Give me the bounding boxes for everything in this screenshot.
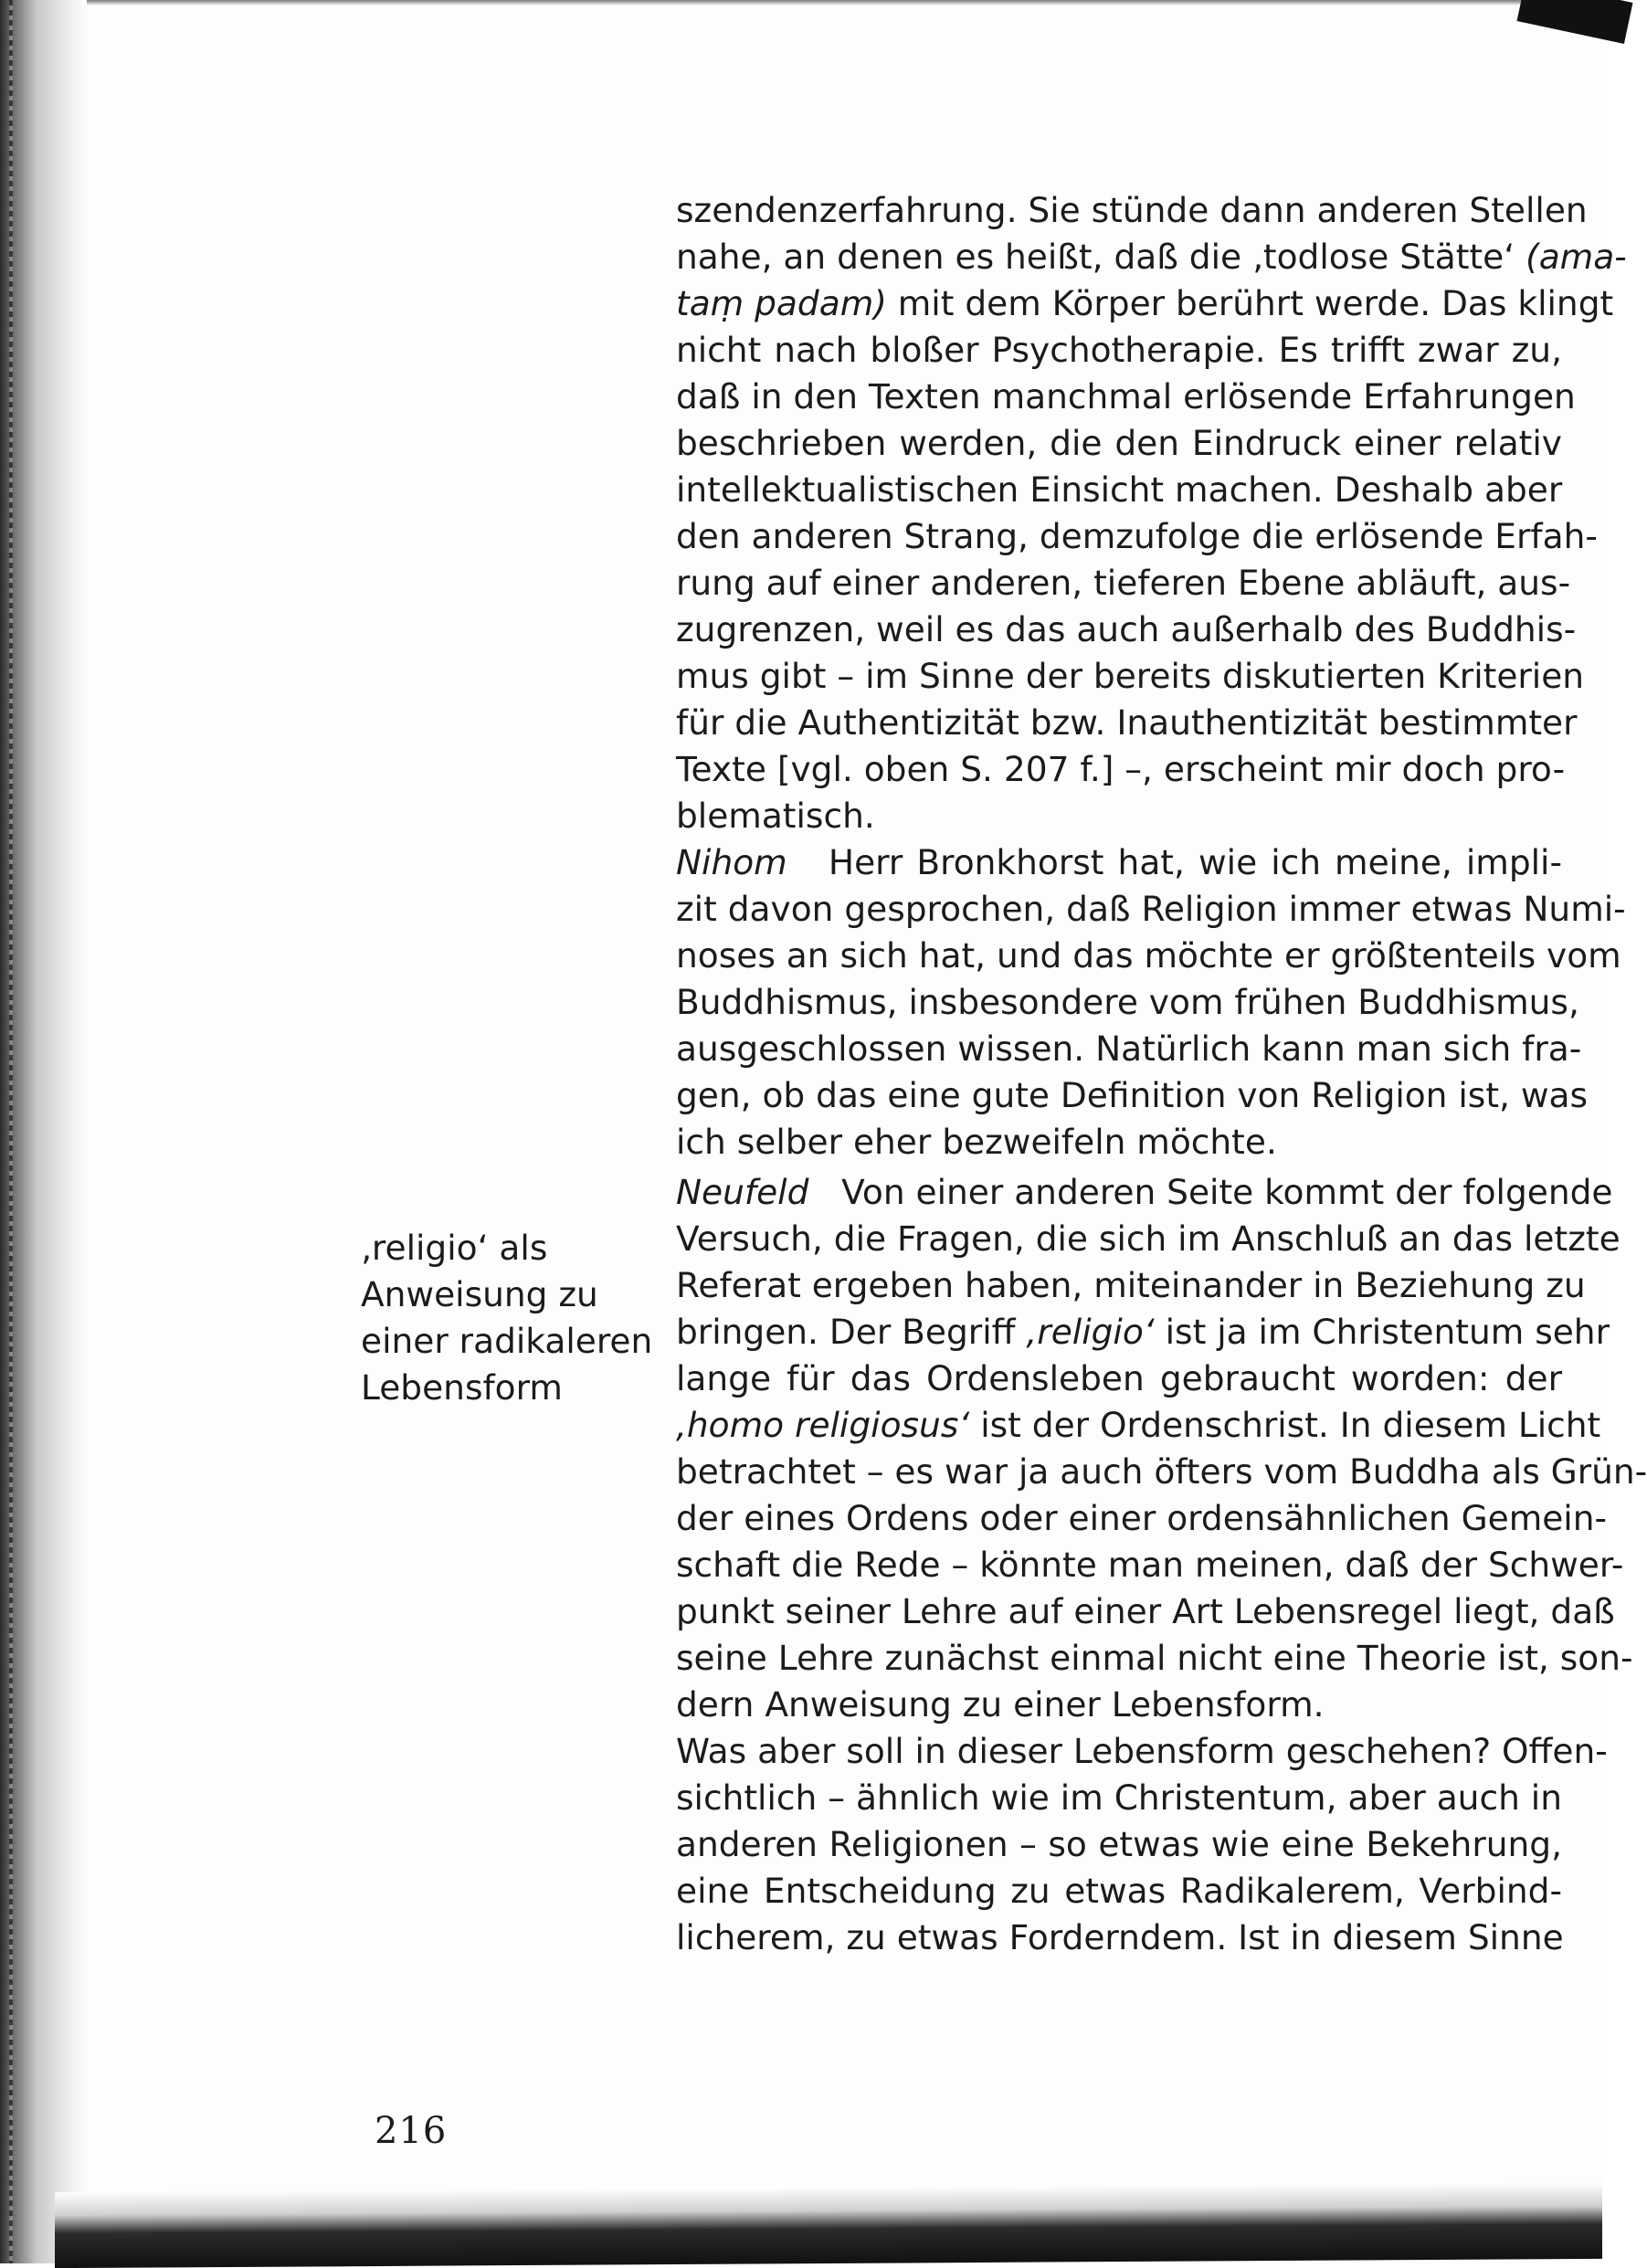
margin-note: [361, 1225, 653, 1411]
text-line: für die Authentizität bzw. Inauthentizität bestimmter: [676, 702, 1578, 743]
paragraph-nihom: [676, 839, 1626, 1166]
text-run: nahe, an denen es heißt, daß die ‚todlose Stätte‘ (ama-: [676, 237, 1627, 277]
text-line: anderen Religionen – so etwas wie eine Bekehrung,: [676, 1824, 1562, 1864]
text-line: szendenzerfahrung. Sie stünde dann anderen Stellen: [676, 190, 1588, 230]
text-run: ist der Ordenschrist. In diesem Licht: [969, 1405, 1601, 1445]
book-spine-shadow: [0, 0, 87, 2263]
text-line: Texte [vgl. oben S. 207 f.] –, erscheint mir doch pro-: [676, 749, 1566, 789]
text-line: gen, ob das eine gute Definition von Religion ist, was: [676, 1075, 1589, 1115]
text-line: rung auf einer anderen, tieferen Ebene abläuft, aus-: [676, 563, 1571, 603]
text-line: seine Lehre zunächst einmal nicht eine Theorie ist, son-: [676, 1638, 1633, 1678]
text-line: mus gibt – im Sinne der bereits diskutierten Kriterien: [676, 656, 1585, 696]
text-line: lange für das Ordensleben gebraucht worden: der: [676, 1358, 1562, 1398]
text-line: betrachtet – es war ja auch öfters vom Buddha als Grün-: [676, 1451, 1647, 1492]
text-line: Buddhismus, insbesondere vom frühen Buddhismus,: [676, 982, 1579, 1022]
text-line: noses an sich hat, und das möchte er größtenteils vom: [676, 935, 1621, 976]
text-line: schaft die Rede – könnte man meinen, daß der Schwer-: [676, 1545, 1624, 1585]
text-line: [676, 234, 1627, 280]
text-line: Was aber soll in dieser Lebensform geschehen? Offen-: [676, 1731, 1608, 1771]
text-line: [676, 1402, 1601, 1449]
page-number: 216: [375, 2110, 448, 2152]
text-run: bringen. Der Begriff: [676, 1312, 1027, 1352]
scan-corner-shadow: [1517, 0, 1633, 44]
text-line: [676, 1309, 1610, 1356]
text-line: [676, 1169, 1613, 1216]
term-homo-religiosus: ‚homo religiosus‘: [676, 1405, 970, 1445]
text-line: der eines Ordens oder einer ordensähnlichen Gemein-: [676, 1498, 1608, 1538]
text-line: ich selber eher bezweifeln möchte.: [676, 1122, 1277, 1162]
paragraph-neufeld: [676, 1169, 1647, 1961]
text-line: zit davon gesprochen, daß Religion immer etwas Numi-: [676, 889, 1626, 929]
main-text: [676, 187, 1647, 1961]
text-run: ist ja im Christentum sehr: [1154, 1312, 1610, 1352]
text-line: taṃ padam) mit dem Körper berührt werde. Das klingt: [676, 283, 1614, 323]
margin-note-line: ‚religio‘ als: [361, 1228, 548, 1268]
text-line: dern Anweisung zu einer Lebensform.: [676, 1684, 1325, 1725]
text-line: ausgeschlossen wissen. Natürlich kann man sich fra-: [676, 1029, 1582, 1069]
text-line: Referat ergeben haben, miteinander in Beziehung zu: [676, 1265, 1586, 1305]
margin-note-line: Anweisung zu: [361, 1274, 598, 1314]
text-line: den anderen Strang, demzufolge die erlösende Erfah-: [676, 516, 1598, 556]
scan-top-edge: [55, 0, 1602, 5]
text-line: blematisch.: [676, 796, 875, 836]
text-line: Versuch, die Fragen, die sich im Anschluß an das letzte: [676, 1218, 1621, 1259]
text-line: daß in den Texten manchmal erlösende Erfahrungen: [676, 376, 1576, 417]
speaker-name: Nihom: [676, 842, 787, 882]
text-line: punkt seiner Lehre auf einer Art Lebensregel liegt, daß: [676, 1591, 1615, 1631]
margin-note-line: einer radikaleren: [361, 1321, 653, 1361]
paragraph-previous-speaker: [676, 187, 1627, 839]
text-line: beschrieben werden, die den Eindruck einer relativ: [676, 423, 1562, 463]
text-line: [676, 839, 1562, 886]
text-line: sichtlich – ähnlich wie im Christentum, aber auch in: [676, 1777, 1562, 1818]
text-line: nicht nach bloßer Psychotherapie. Es trifft zwar zu,: [676, 330, 1562, 370]
margin-note-line: Lebensform: [361, 1367, 563, 1408]
term-religio: ‚religio‘: [1026, 1312, 1155, 1352]
text-line: eine Entscheidung zu etwas Radikalerem, Verbind-: [676, 1871, 1562, 1911]
text-line: intellektualistischen Einsicht machen. Deshalb aber: [676, 469, 1563, 510]
text-run: Von einer anderen Seite kommt der folgende: [841, 1172, 1613, 1212]
text-run: Herr Bronkhorst hat, wie ich meine, impli-: [828, 842, 1562, 882]
text-line: licherem, zu etwas Forderndem. Ist in diesem Sinne: [676, 1917, 1564, 1957]
scan-bottom-edge: [55, 2183, 1602, 2268]
speaker-name: Neufeld: [676, 1172, 809, 1212]
text-line: zugrenzen, weil es das auch außerhalb des Buddhis-: [676, 609, 1577, 649]
